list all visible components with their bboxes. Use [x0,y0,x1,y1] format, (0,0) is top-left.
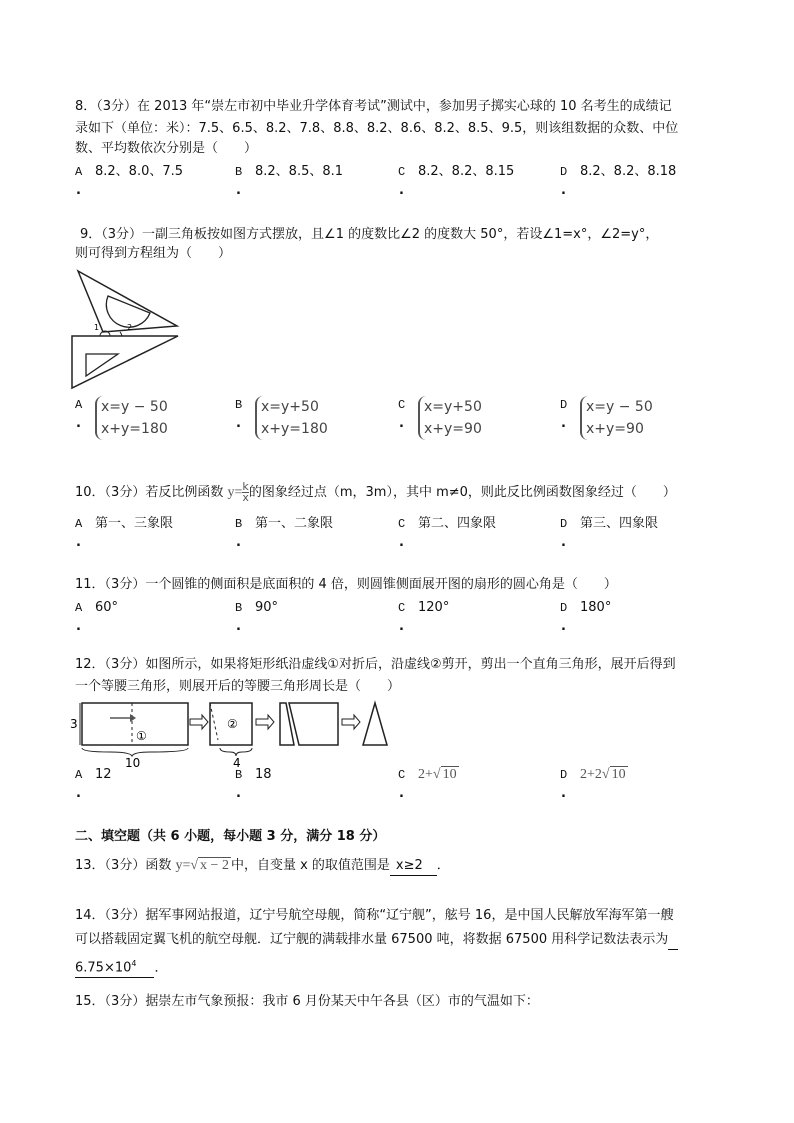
q14-line-2-text: 可以搭载固定翼飞机的航空母舰．辽宁舰的满载排水量 67500 吨，将数据 67500 用科学记数法表示为 [75,932,669,947]
option-letter: A [75,165,83,179]
q8-option-a[interactable] [75,163,183,181]
q13-answer: x≥2 [390,857,437,876]
option-dot: . [236,619,241,634]
option-dot: . [76,416,81,431]
equation: x=y+50 [261,399,319,415]
option-dot: . [236,416,241,431]
option-dot: . [399,416,404,431]
option-letter: D [560,517,568,531]
q8-line-3: 数、平均数依次分别是（ ） [75,141,258,156]
cut-line-label: ② [227,717,238,731]
q9-option-c[interactable] [398,396,482,440]
option-letter: B [235,517,243,531]
q14-answer [75,955,154,978]
angle-2-label: 2 [127,323,133,332]
q14-answer-base: 6.75×10 [75,960,132,976]
option-prefix: 2+ [418,767,433,782]
q10-option-c[interactable] [398,515,496,533]
option-letter: C [398,398,406,412]
q13-func: y= [175,858,191,873]
q13-suffix: 中，自变量 x 的取值范围是 [230,858,390,873]
option-dot: . [76,183,81,198]
paper-folding-figure [70,700,390,768]
option-text: 第一、三象限 [95,516,174,531]
option-text: 8.2、8.2、8.18 [580,164,677,179]
option-letter: B [235,165,243,179]
q14-answer-exp: 4 [131,959,137,968]
sqrt-icon: √ [190,858,199,873]
sqrt-icon: √ [601,767,610,782]
option-text: 第一、二象限 [255,516,334,531]
triangle-rulers-figure [70,266,190,391]
q8-line-2: 录如下（单位：米）：7.5、6.5、8.2、7.8、8.8、8.2、8.6、8.2、8.5、9.5，则该组数据的众数、中位 [75,121,679,136]
option-letter: C [398,517,406,531]
q14-answer-blank-start [668,931,678,950]
option-dot: . [561,619,566,634]
q10-denominator: x [242,491,249,504]
option-radicand: 10 [442,767,457,782]
q10-prefix: 10．（3分）若反比例函数 [75,485,228,500]
option-dot: . [236,183,241,198]
option-dot: . [399,183,404,198]
q8-option-d[interactable] [560,163,676,181]
option-text: 60° [95,600,119,615]
q9-line-1: 9．（3分）一副三角板按如图方式摆放，且∠1 的度数比∠2 的度数大 50°，若设∠1=x°，∠2=y°， [80,227,659,242]
q9-option-d[interactable] [560,396,653,440]
option-letter: C [398,165,406,179]
equation: x+y=180 [261,421,328,437]
height-label: 3 [70,717,78,731]
q12-option-b[interactable] [235,766,272,784]
option-text: 18 [255,767,272,782]
section-2-heading: 二、填空题（共 6 小题，每小题 3 分，满分 18 分） [75,829,386,844]
option-letter: A [75,768,83,782]
q13-radicand: x − 2 [200,858,229,873]
option-text: 180° [580,600,612,615]
q14-line-3 [75,955,168,978]
option-letter: B [235,398,243,412]
option-dot: . [561,416,566,431]
q8-option-b[interactable] [235,163,343,181]
option-dot: . [76,535,81,550]
q11-option-b[interactable] [235,599,278,617]
equation: x=y − 50 [101,399,168,415]
option-text: 8.2、8.5、8.1 [255,164,344,179]
q14-line-1: 14．（3分）据军事网站报道，辽宁号航空母舰，简称“辽宁舰”，舷号 16，是中国人民解放军海军第一艘 [75,908,674,923]
option-dot: . [561,535,566,550]
equation-system [580,396,653,440]
equation-system [255,396,328,440]
option-letter: A [75,398,83,412]
q11-option-c[interactable] [398,599,449,617]
q11-option-d[interactable] [560,599,611,617]
equation: x=y − 50 [586,399,653,415]
q9-line-2: 则可得到方程组为（ ） [75,246,232,261]
q13-stem [75,857,450,876]
q11-line-1: 11．（3分）一个圆锥的侧面积是底面积的 4 倍，则圆锥侧面展开图的扇形的圆心角是（ ） [75,577,617,592]
equation-system [95,396,168,440]
q10-stem [75,482,676,503]
q10-option-d[interactable] [560,515,658,533]
q13-end: ． [436,858,450,873]
option-dot: . [236,786,241,801]
option-dot: . [76,786,81,801]
q15-line-1: 15．（3分）据崇左市气象预报：我市 6 月份某天中午各县（区）市的气温如下： [75,994,539,1009]
angle-1-label: 1 [94,323,100,332]
q10-func-y: y= [227,485,243,500]
q10-suffix: 的图象经过点（m，3m），其中 m≠0，则此反比例函数图象经过（ ） [248,485,676,500]
sqrt-icon: √ [432,767,441,782]
fold-line-label: ① [136,729,147,743]
equation: x=y+50 [424,399,482,415]
option-text: 8.2、8.2、8.15 [418,164,515,179]
q12-line-2: 一个等腰三角形，则展开后的等腰三角形周长是（ ） [75,679,401,694]
equation-system [418,396,482,440]
equation: x+y=90 [424,421,482,437]
option-letter: D [560,601,568,615]
q9-option-a[interactable] [75,396,168,440]
q10-option-b[interactable] [235,515,333,533]
option-dot: . [561,786,566,801]
q12-option-d[interactable] [560,766,628,784]
option-dot: . [399,619,404,634]
q14-line-2 [75,931,678,950]
q12-option-a[interactable] [75,766,112,784]
option-letter: A [75,601,83,615]
option-letter: A [75,517,83,531]
q10-numerator: k [242,480,249,493]
q12-option-c[interactable] [398,766,459,784]
option-text: 120° [418,600,450,615]
option-letter: D [560,768,568,782]
option-radicand: 10 [611,767,626,782]
option-dot: . [76,619,81,634]
option-text: 第三、四象限 [580,516,659,531]
option-dot: . [561,183,566,198]
option-text: 90° [255,600,279,615]
equation: x+y=90 [586,421,644,437]
cut-width-label: 4 [233,756,241,768]
option-text: 12 [95,767,112,782]
q13-prefix: 13．（3分）函数 [75,858,176,873]
option-dot: . [236,535,241,550]
q11-option-a[interactable] [75,599,118,617]
option-dot: . [399,786,404,801]
option-text: 8.2、8.0、7.5 [95,164,184,179]
option-letter: B [235,601,243,615]
option-letter: B [235,768,243,782]
q9-option-b[interactable] [235,396,328,440]
option-prefix: 2+2 [580,767,602,782]
q8-line-1: 8．（3分）在 2013 年“崇左市初中毕业升学体育考试”测试中，参加男子掷实心球的 10 名考生的成绩记 [75,99,672,114]
option-letter: D [560,165,568,179]
q14-end: ． [154,960,168,976]
option-letter: D [560,398,568,412]
q10-option-a[interactable] [75,515,173,533]
option-text: 第二、四象限 [418,516,497,531]
equation: x+y=180 [101,421,168,437]
option-letter: C [398,768,406,782]
q8-option-c[interactable] [398,163,514,181]
width-label: 10 [125,756,141,768]
q12-line-1: 12．（3分）如图所示，如果将矩形纸沿虚线①对折后，沿虚线②剪开，剪出一个直角三角形，展开后得到 [75,657,676,672]
option-letter: C [398,601,406,615]
option-dot: . [399,535,404,550]
